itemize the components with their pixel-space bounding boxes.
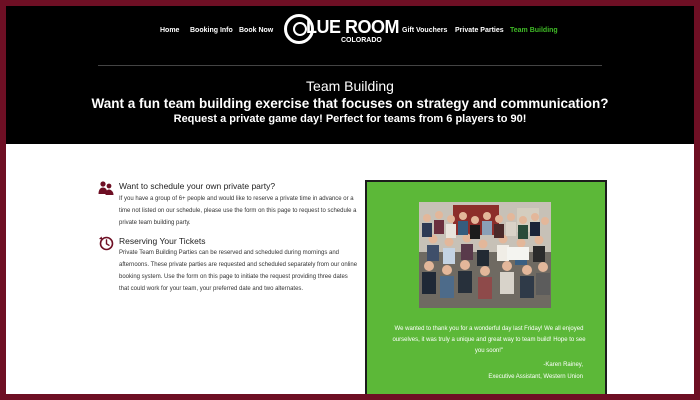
section-title-private-party: Want to schedule your own private party? [119, 181, 276, 191]
nav-book-now[interactable]: Book Now [239, 27, 274, 34]
page-frame [6, 6, 694, 394]
section-body-reserving: Private Team Building Parties can be reserved and scheduled during mornings and afternoons. These private parties are requested and scheduled separately from our online booking system. Use the form on this page to initiate the request providing three dates that could work for your team, your preferred date and two alternates. [119, 250, 358, 292]
logo-subtitle: COLORADO [341, 37, 382, 44]
nav-booking-info[interactable]: Booking Info [190, 27, 233, 34]
logo-wordmark: LUE ROOM [306, 17, 399, 37]
section-title-reserving: Reserving Your Tickets [119, 236, 206, 246]
testimonial-quote: We wanted to thank you for a wonderful day last Friday! We all enjoyed ourselves, it was truly a unique and great way to team build! Hope to see you soon!" [392, 326, 586, 354]
team-photo [419, 202, 551, 308]
clue-room-logo[interactable] [284, 14, 399, 48]
group-icon [98, 180, 114, 196]
magnifier-icon [293, 22, 307, 36]
section-body-private-party: If you have a group of 6+ people and would like to reserve a private time in advance or a time not listed on our schedule, please use the form on this page to request to schedule a private team building party. [119, 196, 357, 226]
testimonial-role: Executive Assistant, Western Union [488, 374, 583, 380]
nav-private-parties[interactable]: Private Parties [455, 27, 504, 34]
hero-tagline: Request a private game day! Perfect for teams from 6 players to 90! [173, 113, 527, 125]
nav-home[interactable]: Home [160, 27, 180, 34]
testimonial-author: -Karen Rainey, [543, 362, 583, 368]
header-divider [98, 65, 602, 66]
header [6, 6, 694, 144]
clock-icon [98, 235, 114, 251]
nav-gift-vouchers[interactable]: Gift Vouchers [402, 27, 448, 34]
page-title: Team Building [306, 78, 394, 94]
hero-subtitle: Want a fun team building exercise that focuses on strategy and communication? [91, 96, 609, 111]
nav-team-building[interactable]: Team Building [510, 27, 558, 34]
testimonial-card [365, 180, 607, 394]
team-photo-image [419, 202, 551, 308]
